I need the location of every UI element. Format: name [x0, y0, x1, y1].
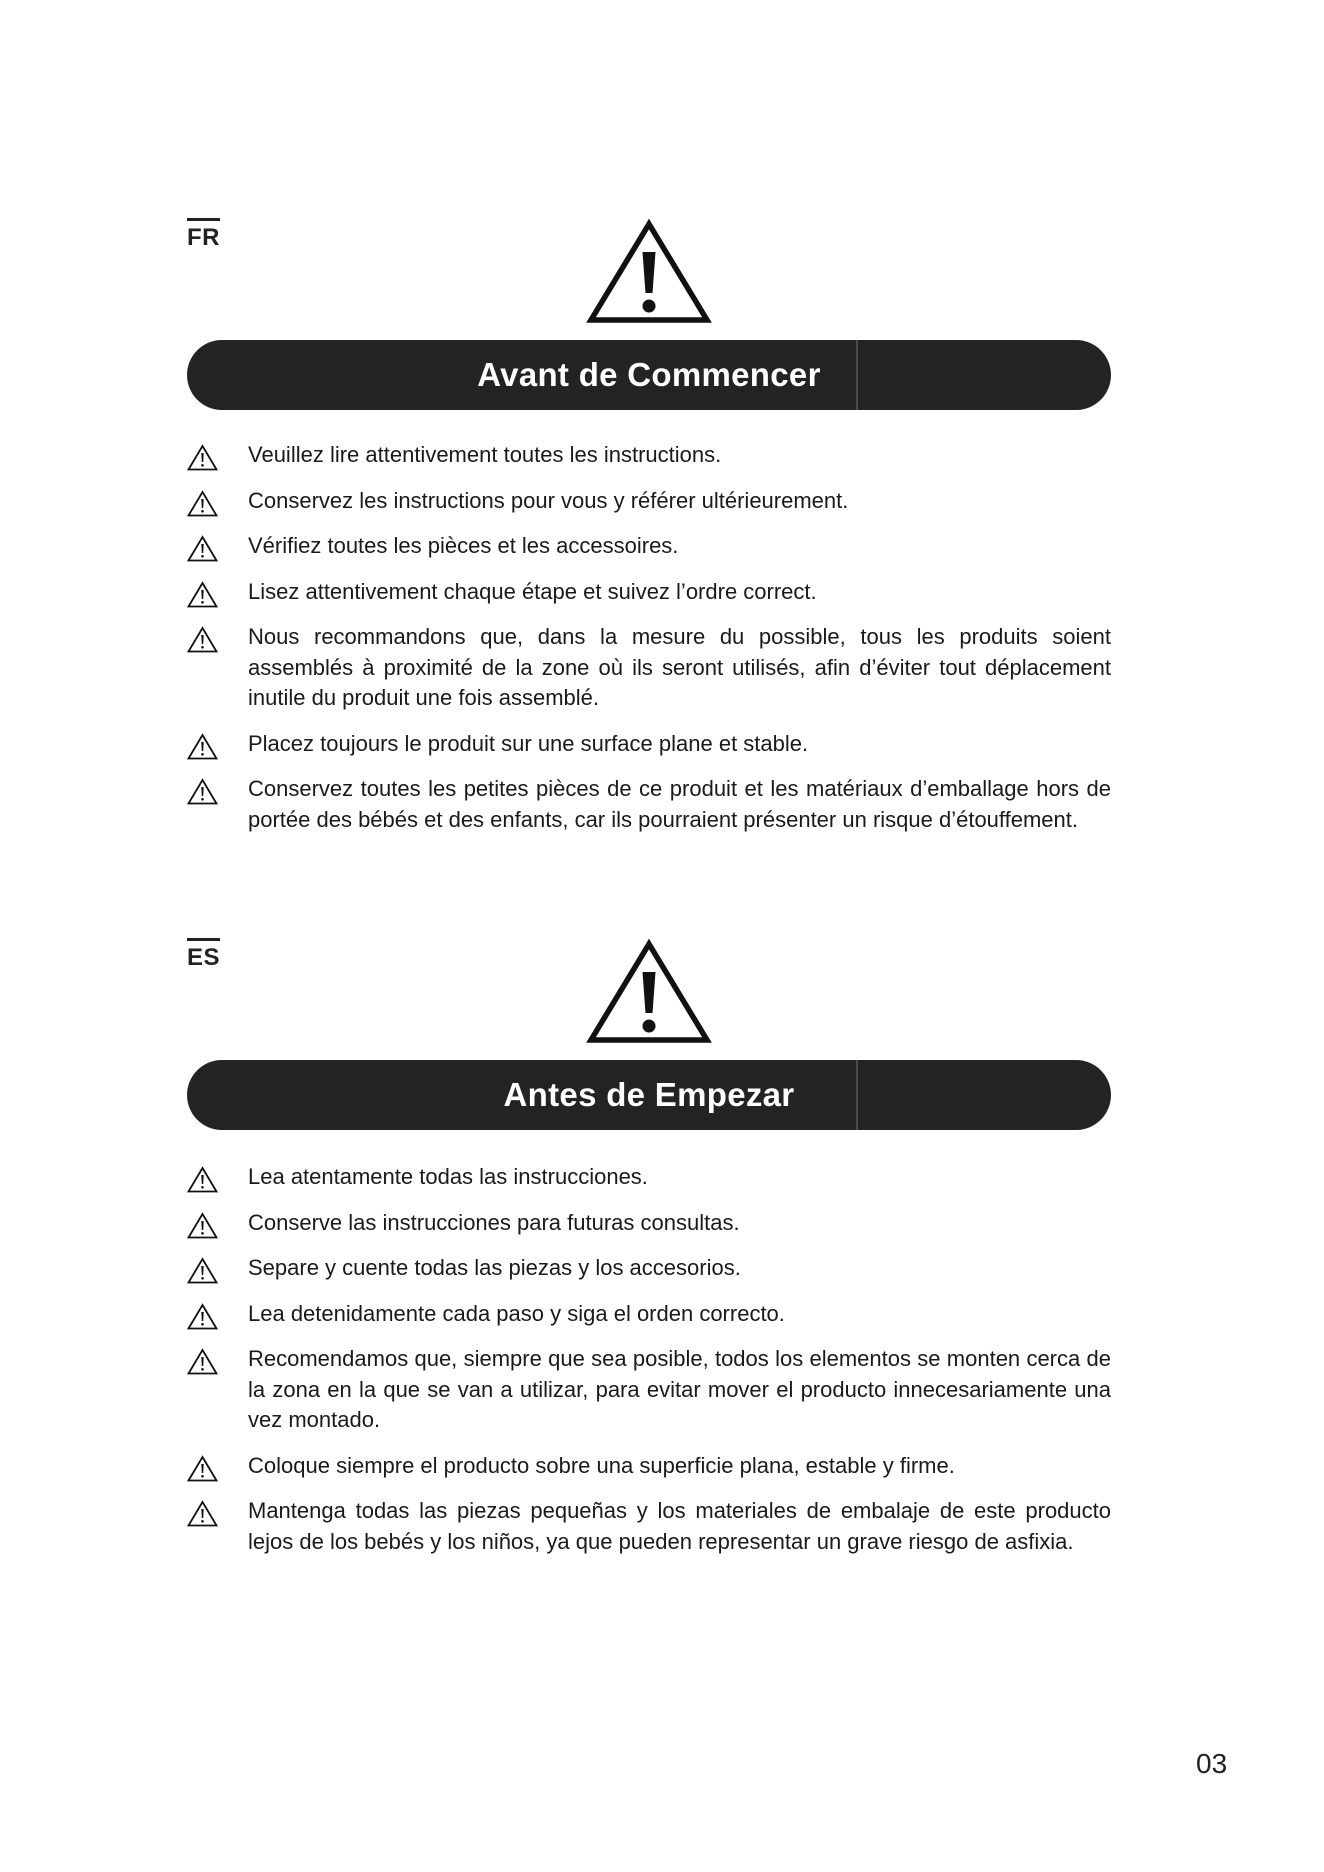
- warning-triangle-icon: [187, 535, 218, 562]
- page-number: 03: [1196, 1748, 1228, 1779]
- warning-triangle-icon: [585, 938, 713, 1046]
- instructions-list-es: [187, 1162, 1111, 1572]
- list-item-text: Conservez les instructions pour vous y référer ultérieurement.: [248, 487, 849, 513]
- banner-divider: [856, 1060, 858, 1130]
- warning-triangle-icon: [187, 626, 218, 653]
- section-es: [187, 938, 1111, 1588]
- list-item-text: Conservez toutes les petites pièces de ce produit et les matériaux d’emballage hors de portée des bébés et des enfants, car ils pourraient présenter un risque d’étouffement.: [248, 776, 1111, 832]
- section-title-es: Antes de Empezar: [503, 1076, 795, 1113]
- warning-triangle-icon: [187, 733, 218, 760]
- list-item: [187, 486, 1111, 517]
- instructions-list-fr: [187, 440, 1111, 850]
- list-item-text: Conserve las instrucciones para futuras consultas.: [248, 1209, 740, 1235]
- list-item: [187, 1208, 1111, 1239]
- warning-triangle-icon: [187, 1500, 218, 1527]
- list-item-text: Mantenga todas las piezas pequeñas y los materiales de embalaje de este producto lejos de los bebés y los niños, ya que pueden representar un grave riesgo de asfixia.: [248, 1498, 1111, 1554]
- warning-triangle-icon: [187, 490, 218, 517]
- banner-divider: [856, 340, 858, 410]
- section-banner-fr: [187, 340, 1111, 410]
- warning-triangle-icon: [585, 218, 713, 326]
- list-item-text: Veuillez lire attentivement toutes les instructions.: [248, 442, 722, 467]
- list-item-text: Lea atentamente todas las instrucciones.: [248, 1164, 648, 1189]
- list-item-text: Nous recommandons que, dans la mesure du possible, tous les produits soient assemblés à proximité de la zone où ils seront utilisés, afin d’éviter tout déplacement inutile du produit une fois assemblé.: [248, 624, 1111, 710]
- list-item-text: Recomendamos que, siempre que sea posible, todos los elementos se monten cerca de la zona en la que se van a utilizar, para evitar mover el producto innecesariamente una vez montado.: [248, 1346, 1111, 1432]
- list-item-text: Lisez attentivement chaque étape et suivez l’ordre correct.: [248, 578, 817, 604]
- section-fr: [187, 218, 1111, 868]
- list-item: [187, 1253, 1111, 1284]
- list-item: [187, 729, 1111, 760]
- list-item: [187, 1299, 1111, 1330]
- list-item: [187, 1496, 1111, 1557]
- language-code-fr: FR: [187, 218, 220, 251]
- warning-triangle-icon: [187, 1303, 218, 1330]
- list-item: [187, 1451, 1111, 1482]
- list-item-text: Placez toujours le produit sur une surface plane et stable.: [248, 730, 809, 756]
- language-code-es: ES: [187, 938, 220, 971]
- warning-triangle-icon: [187, 1166, 218, 1193]
- warning-triangle-icon: [187, 444, 218, 471]
- list-item-text: Lea detenidamente cada paso y siga el orden correcto.: [248, 1300, 785, 1326]
- list-item: [187, 1344, 1111, 1436]
- list-item-text: Coloque siempre el producto sobre una superficie plana, estable y firme.: [248, 1452, 955, 1478]
- list-item: [187, 531, 1111, 562]
- list-item: [187, 440, 1111, 471]
- section-banner-es: [187, 1060, 1111, 1130]
- list-item: [187, 622, 1111, 714]
- warning-triangle-icon: [187, 1348, 218, 1375]
- list-item-text: Vérifiez toutes les pièces et les accessoires.: [248, 533, 679, 558]
- warning-triangle-icon: [187, 1212, 218, 1239]
- list-item: [187, 577, 1111, 608]
- warning-triangle-icon: [187, 1257, 218, 1284]
- warning-triangle-icon: [187, 778, 218, 805]
- warning-triangle-icon: [187, 581, 218, 608]
- section-title-fr: Avant de Commencer: [477, 356, 821, 393]
- list-item-text: Separe y cuente todas las piezas y los accesorios.: [248, 1255, 741, 1280]
- warning-triangle-icon: [187, 1455, 218, 1482]
- list-item: [187, 774, 1111, 835]
- list-item: [187, 1162, 1111, 1193]
